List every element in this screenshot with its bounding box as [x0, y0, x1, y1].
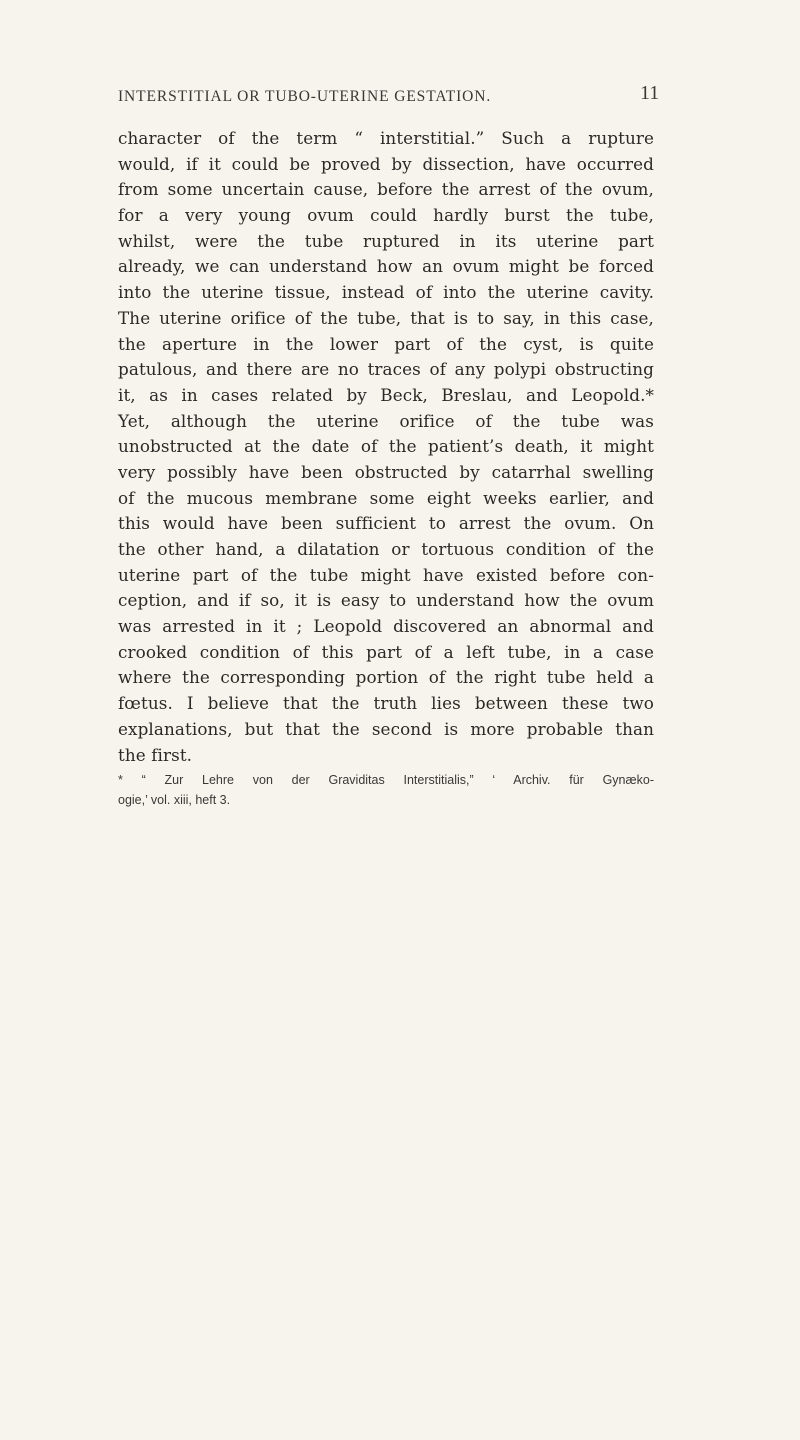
text-line: patulous, and there are no traces of any polypi obstructing [118, 359, 654, 380]
text-line: uterine part of the tube might have existed before con- [118, 564, 654, 585]
text-line: ception, and if so, it is easy to understand how the ovum [118, 590, 654, 611]
text-line: unobstructed at the date of the patient’s death, it might [118, 436, 654, 457]
text-line: where the corresponding portion of the right tube held a [118, 667, 654, 688]
running-head: INTERSTITIAL OR TUBO-UTERINE GESTATION. [118, 88, 492, 105]
text-line: would, if it could be proved by dissection, have occurred [118, 153, 654, 174]
text-line: the aperture in the lower part of the cyst, is quite [118, 333, 654, 354]
text-line: very possibly have been obstructed by catarrhal swelling [118, 461, 654, 482]
text-line: of the mucous membrane some eight weeks earlier, and [118, 487, 654, 508]
text-line: The uterine orifice of the tube, that is to say, in this case, [118, 307, 654, 328]
page-number: 11 [640, 82, 660, 104]
text-line: character of the term “ interstitial.” Such a rupture [118, 128, 654, 148]
text-line: from some uncertain cause, before the arrest of the ovum, [118, 179, 654, 200]
text-line: Yet, although the uterine orifice of the tube was [118, 410, 654, 431]
text-line: into the uterine tissue, instead of into the uterine cavity. [118, 282, 654, 303]
text-line: fœtus. I believe that the truth lies between these two [118, 693, 654, 714]
text-line: the other hand, a dilatation or tortuous condition of the [118, 539, 654, 559]
text-line: this would have been sufficient to arrest the ovum. On [118, 513, 654, 534]
text-line: explanations, but that the second is more probable than [118, 718, 654, 739]
text-line: whilst, were the tube ruptured in its uterine part [118, 230, 654, 251]
text-line: the first. [118, 744, 193, 765]
footnote-line: * “ Zur Lehre von der Graviditas Interstitialis,” ‘ Archiv. für Gynæko- [118, 773, 654, 787]
text-line: crooked condition of this part of a left tube, in a case [118, 641, 654, 662]
text-line: for a very young ovum could hardly burst the tube, [118, 205, 654, 226]
text-line: was arrested in it ; Leopold discovered an abnormal and [118, 616, 654, 637]
text-line: already, we can understand how an ovum might be forced [118, 256, 654, 277]
body-paragraph [118, 126, 654, 768]
footnote-line: ogie,’ vol. xiii, heft 3. [118, 793, 231, 807]
footnote [118, 770, 654, 810]
text-line: it, as in cases related by Beck, Breslau, and Leopold.* [118, 384, 654, 405]
